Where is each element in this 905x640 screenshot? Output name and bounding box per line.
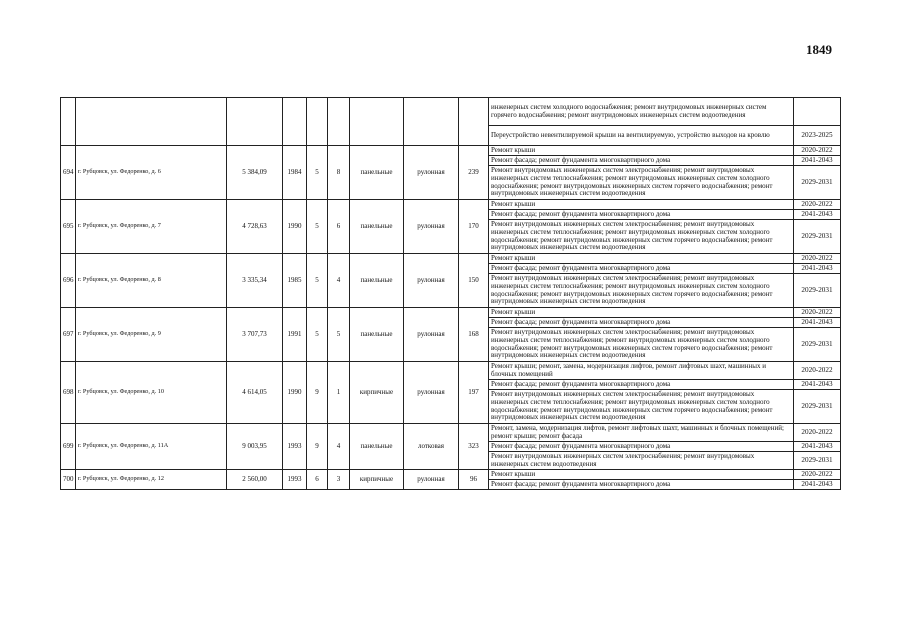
house-address: г. Рубцовск, ул. Федоренко, д. 7 xyxy=(76,200,227,254)
work-description: Ремонт фасада; ремонт фундамента многоквартирного дома xyxy=(489,210,794,220)
wall-material: панельные xyxy=(350,308,404,362)
construction-year: 1993 xyxy=(283,470,307,490)
construction-year: 1993 xyxy=(283,424,307,470)
work-description: Ремонт внутридомовых инженерных систем электроснабжения; ремонт внутридомовых инженерных систем теплоснабжения; ремонт внутридомовых инженерных систем холодного водоснабжения; ремонт внутридомовых инженерных систем горячего водоснабжения; ремонт внутридомовых инженерных систем водоотведения xyxy=(489,328,794,362)
floor-count: 5 xyxy=(307,146,328,200)
work-description: Ремонт крыши; ремонт, замена, модернизация лифтов, ремонт лифтовых шахт, машинных и блочных помещений xyxy=(489,362,794,380)
row-number: 697 xyxy=(61,308,76,362)
residents-count: 96 xyxy=(459,470,489,490)
work-period: 2029-2031 xyxy=(794,390,841,424)
empty-cell xyxy=(350,98,404,146)
work-description: Ремонт фасада; ремонт фундамента многоквартирного дома xyxy=(489,156,794,166)
residents-count: 168 xyxy=(459,308,489,362)
work-description: Ремонт фасада; ремонт фундамента многоквартирного дома xyxy=(489,318,794,328)
housing-repair-table xyxy=(60,97,841,490)
table-row xyxy=(61,254,841,264)
empty-cell xyxy=(459,98,489,146)
work-description: Ремонт фасада; ремонт фундамента многоквартирного дома xyxy=(489,380,794,390)
total-area: 3 335,34 xyxy=(227,254,283,308)
entrance-count: 5 xyxy=(328,308,350,362)
work-description: Ремонт фасада; ремонт фундамента многоквартирного дома xyxy=(489,264,794,274)
empty-cell xyxy=(328,98,350,146)
work-description: Ремонт внутридомовых инженерных систем электроснабжения; ремонт внутридомовых инженерных систем теплоснабжения; ремонт внутридомовых инженерных систем холодного водоснабжения; ремонт внутридомовых инженерных систем горячего водоснабжения; ремонт внутридомовых инженерных систем водоотведения xyxy=(489,274,794,308)
row-number: 699 xyxy=(61,424,76,470)
wall-material: панельные xyxy=(350,254,404,308)
roof-type: рулонная xyxy=(404,470,459,490)
residents-count: 170 xyxy=(459,200,489,254)
work-description: Ремонт крыши xyxy=(489,200,794,210)
work-description: Переустройство невентилируемой крыши на вентилируемую, устройство выходов на кровлю xyxy=(489,126,794,146)
work-period: 2041-2043 xyxy=(794,480,841,490)
work-description: Ремонт крыши xyxy=(489,308,794,318)
construction-year: 1990 xyxy=(283,362,307,424)
work-description: Ремонт крыши xyxy=(489,470,794,480)
empty-cell xyxy=(76,98,227,146)
work-period: 2041-2043 xyxy=(794,210,841,220)
floor-count: 9 xyxy=(307,424,328,470)
total-area: 9 003,95 xyxy=(227,424,283,470)
table-row-continuation xyxy=(61,98,841,126)
work-period: 2020-2022 xyxy=(794,254,841,264)
wall-material: кирпичные xyxy=(350,362,404,424)
work-description: Ремонт внутридомовых инженерных систем электроснабжения; ремонт внутридомовых инженерных систем теплоснабжения; ремонт внутридомовых инженерных систем холодного водоснабжения; ремонт внутридомовых инженерных систем горячего водоснабжения; ремонт внутридомовых инженерных систем водоотведения xyxy=(489,390,794,424)
floor-count: 6 xyxy=(307,470,328,490)
total-area: 2 560,00 xyxy=(227,470,283,490)
residents-count: 150 xyxy=(459,254,489,308)
work-description: Ремонт крыши xyxy=(489,254,794,264)
house-address: г. Рубцовск, ул. Федоренко, д. 9 xyxy=(76,308,227,362)
work-period: 2020-2022 xyxy=(794,470,841,480)
wall-material: кирпичные xyxy=(350,470,404,490)
floor-count: 5 xyxy=(307,254,328,308)
work-period: 2041-2043 xyxy=(794,156,841,166)
wall-material: панельные xyxy=(350,146,404,200)
work-period: 2020-2022 xyxy=(794,362,841,380)
construction-year: 1984 xyxy=(283,146,307,200)
empty-cell xyxy=(283,98,307,146)
work-period: 2041-2043 xyxy=(794,380,841,390)
row-number: 695 xyxy=(61,200,76,254)
house-address: г. Рубцовск, ул. Федоренко, д. 10 xyxy=(76,362,227,424)
roof-type: рулонная xyxy=(404,254,459,308)
empty-cell xyxy=(404,98,459,146)
construction-year: 1991 xyxy=(283,308,307,362)
work-period: 2041-2043 xyxy=(794,442,841,452)
roof-type: рулонная xyxy=(404,362,459,424)
roof-type: рулонная xyxy=(404,146,459,200)
residents-count: 239 xyxy=(459,146,489,200)
work-period: 2020-2022 xyxy=(794,146,841,156)
roof-type: рулонная xyxy=(404,308,459,362)
house-address: г. Рубцовск, ул. Федоренко, д. 8 xyxy=(76,254,227,308)
page-number: 1849 xyxy=(806,42,832,57)
work-period: 2029-2031 xyxy=(794,328,841,362)
entrance-count: 3 xyxy=(328,470,350,490)
entrance-count: 6 xyxy=(328,200,350,254)
row-number: 700 xyxy=(61,470,76,490)
roof-type: лотковая xyxy=(404,424,459,470)
row-number: 698 xyxy=(61,362,76,424)
work-description: инженерных систем холодного водоснабжения; ремонт внутридомовых инженерных систем горячего водоснабжения; ремонт внутридомовых инженерных систем водоотведения xyxy=(489,98,794,126)
residents-count: 197 xyxy=(459,362,489,424)
total-area: 4 614,05 xyxy=(227,362,283,424)
house-address: г. Рубцовск, ул. Федоренко, д. 6 xyxy=(76,146,227,200)
floor-count: 5 xyxy=(307,200,328,254)
work-description: Ремонт, замена, модернизация лифтов, ремонт лифтовых шахт, машинных и блочных помещений; ремонт крыши; ремонт фасада xyxy=(489,424,794,442)
empty-cell xyxy=(227,98,283,146)
work-period: 2029-2031 xyxy=(794,220,841,254)
work-period: 2041-2043 xyxy=(794,264,841,274)
work-description: Ремонт внутридомовых инженерных систем электроснабжения; ремонт внутридомовых инженерных систем теплоснабжения; ремонт внутридомовых инженерных систем холодного водоснабжения; ремонт внутридомовых инженерных систем горячего водоснабжения; ремонт внутридомовых инженерных систем водоотведения xyxy=(489,220,794,254)
total-area: 4 728,63 xyxy=(227,200,283,254)
empty-cell xyxy=(307,98,328,146)
construction-year: 1990 xyxy=(283,200,307,254)
work-period: 2029-2031 xyxy=(794,274,841,308)
work-period: 2041-2043 xyxy=(794,318,841,328)
work-period: 2029-2031 xyxy=(794,452,841,470)
work-period xyxy=(794,98,841,126)
table-row xyxy=(61,308,841,318)
wall-material: панельные xyxy=(350,424,404,470)
table-body xyxy=(61,98,841,490)
residents-count: 323 xyxy=(459,424,489,470)
house-address: г. Рубцовск, ул. Федоренко, д. 12 xyxy=(76,470,227,490)
entrance-count: 1 xyxy=(328,362,350,424)
total-area: 5 384,09 xyxy=(227,146,283,200)
table-row xyxy=(61,424,841,442)
empty-cell xyxy=(61,98,76,146)
table-row xyxy=(61,146,841,156)
entrance-count: 8 xyxy=(328,146,350,200)
row-number: 694 xyxy=(61,146,76,200)
wall-material: панельные xyxy=(350,200,404,254)
work-period: 2020-2022 xyxy=(794,424,841,442)
work-description: Ремонт крыши xyxy=(489,146,794,156)
floor-count: 9 xyxy=(307,362,328,424)
work-period: 2029-2031 xyxy=(794,166,841,200)
work-description: Ремонт фасада; ремонт фундамента многоквартирного дома xyxy=(489,480,794,490)
floor-count: 5 xyxy=(307,308,328,362)
table-row xyxy=(61,200,841,210)
work-description: Ремонт внутридомовых инженерных систем электроснабжения; ремонт внутридомовых инженерных систем теплоснабжения; ремонт внутридомовых инженерных систем холодного водоснабжения; ремонт внутридомовых инженерных систем горячего водоснабжения; ремонт внутридомовых инженерных систем водоотведения xyxy=(489,166,794,200)
table-row xyxy=(61,470,841,480)
table-row xyxy=(61,362,841,380)
construction-year: 1985 xyxy=(283,254,307,308)
entrance-count: 4 xyxy=(328,254,350,308)
entrance-count: 4 xyxy=(328,424,350,470)
total-area: 3 707,73 xyxy=(227,308,283,362)
work-description: Ремонт внутридомовых инженерных систем электроснабжения; ремонт внутридомовых инженерных систем водоотведения xyxy=(489,452,794,470)
work-description: Ремонт фасада; ремонт фундамента многоквартирного дома xyxy=(489,442,794,452)
work-period: 2020-2022 xyxy=(794,308,841,318)
roof-type: рулонная xyxy=(404,200,459,254)
work-period: 2020-2022 xyxy=(794,200,841,210)
house-address: г. Рубцовск, ул. Федоренко, д. 11А xyxy=(76,424,227,470)
row-number: 696 xyxy=(61,254,76,308)
work-period: 2023-2025 xyxy=(794,126,841,146)
